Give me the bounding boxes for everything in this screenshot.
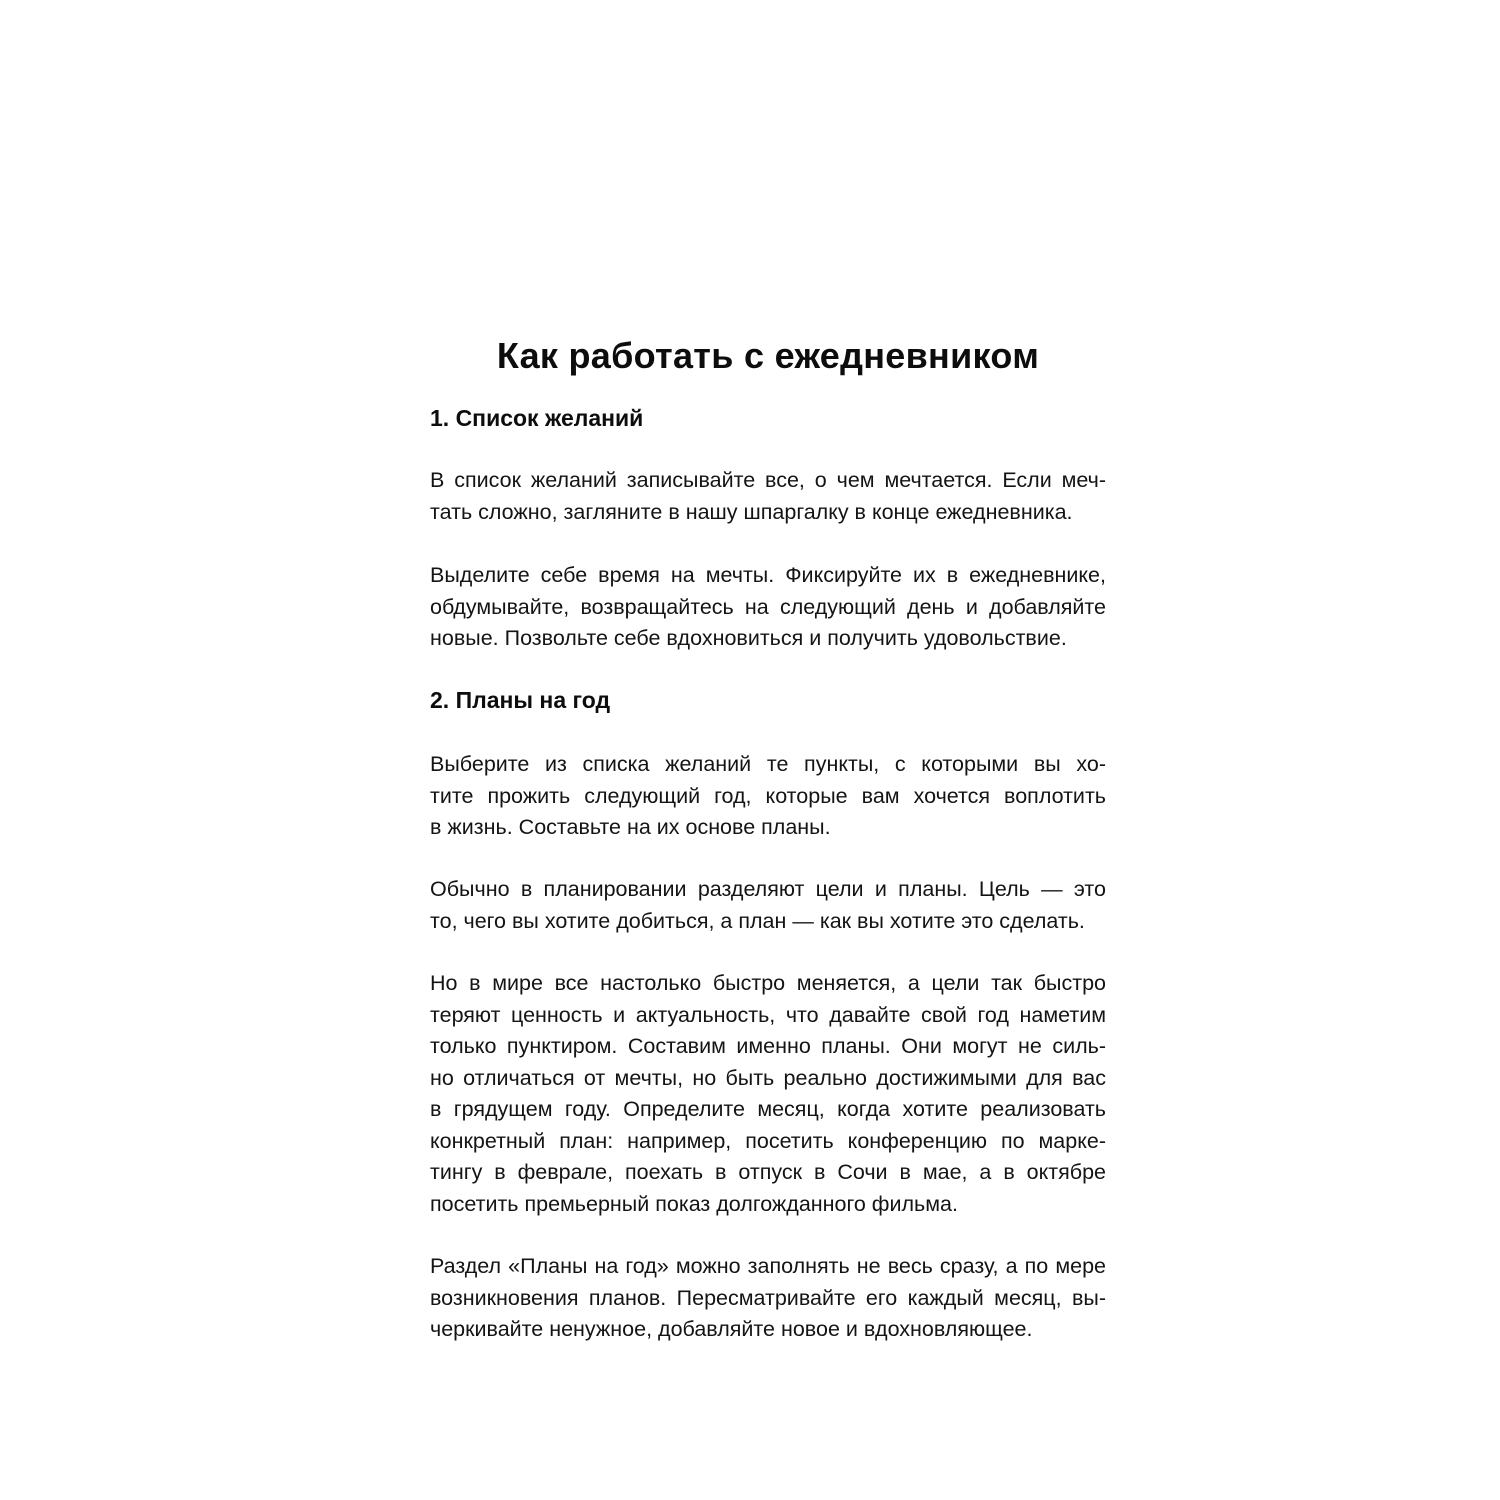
text-line: черкивайте ненужное, добавляйте новое и вдохновляющее.: [430, 1317, 1033, 1341]
text-line: в грядущем году. Определите месяц, когда хотите реализовать: [430, 1097, 1106, 1121]
text-line: Но в мире все настолько быстро меняется, а цели так быстро: [430, 971, 1106, 995]
text-line: возникновения планов. Пересматривайте его каждый месяц, вы-: [430, 1285, 1106, 1310]
paragraph: [430, 1251, 1106, 1346]
text-line: но отличаться от мечты, но быть реально достижимыми для вас: [430, 1065, 1106, 1090]
text-line: то, чего вы хотите добиться, а план — как вы хотите это сделать.: [430, 908, 1085, 933]
text-line: тингу в феврале, поехать в отпуск в Сочи в мае, а в октябре: [430, 1160, 1106, 1184]
text-line: Раздел «Планы на год» можно заполнять не весь сразу, а по мере: [430, 1254, 1106, 1278]
paragraph: [430, 465, 1106, 528]
text-line: В список желаний записывайте все, о чем мечтается. Если меч-: [430, 468, 1106, 492]
text-line: тите прожить следующий год, которые вам хочется воплотить: [430, 783, 1106, 808]
text-line: Выберите из списка желаний те пункты, с которыми вы хо-: [430, 752, 1106, 776]
text-line: Обычно в планировании разделяют цели и планы. Цель — это: [430, 877, 1106, 901]
text-line: тать сложно, загляните в нашу шпаргалку в конце ежедневника.: [430, 499, 1073, 524]
text-line: только пунктиром. Составим именно планы. Они могут не силь-: [430, 1034, 1106, 1058]
text-line: новые. Позвольте себе вдохновиться и получить удовольствие.: [430, 626, 1067, 650]
section-heading-wishlist: 1. Список желаний: [430, 405, 644, 431]
paragraph: [430, 874, 1106, 937]
paragraph: [430, 749, 1106, 844]
text-line: теряют ценность и актуальность, что давайте свой год наметим: [430, 1002, 1106, 1027]
text-line: Выделите себе время на мечты. Фиксируйте их в ежедневнике,: [430, 563, 1106, 587]
text-line: в жизнь. Составьте на их основе планы.: [430, 815, 831, 839]
text-line: обдумывайте, возвращайтесь на следующий день и добавляйте: [430, 594, 1106, 619]
text-line: посетить премьерный показ долгожданного фильма.: [430, 1191, 958, 1216]
page-title: Как работать с ежедневником: [496, 335, 1040, 376]
paragraph: [430, 560, 1106, 655]
text-line: конкретный план: например, посетить конференцию по марке-: [430, 1128, 1106, 1153]
paragraph: [430, 968, 1106, 1220]
section-heading-year-plans: 2. Планы на год: [430, 687, 611, 713]
